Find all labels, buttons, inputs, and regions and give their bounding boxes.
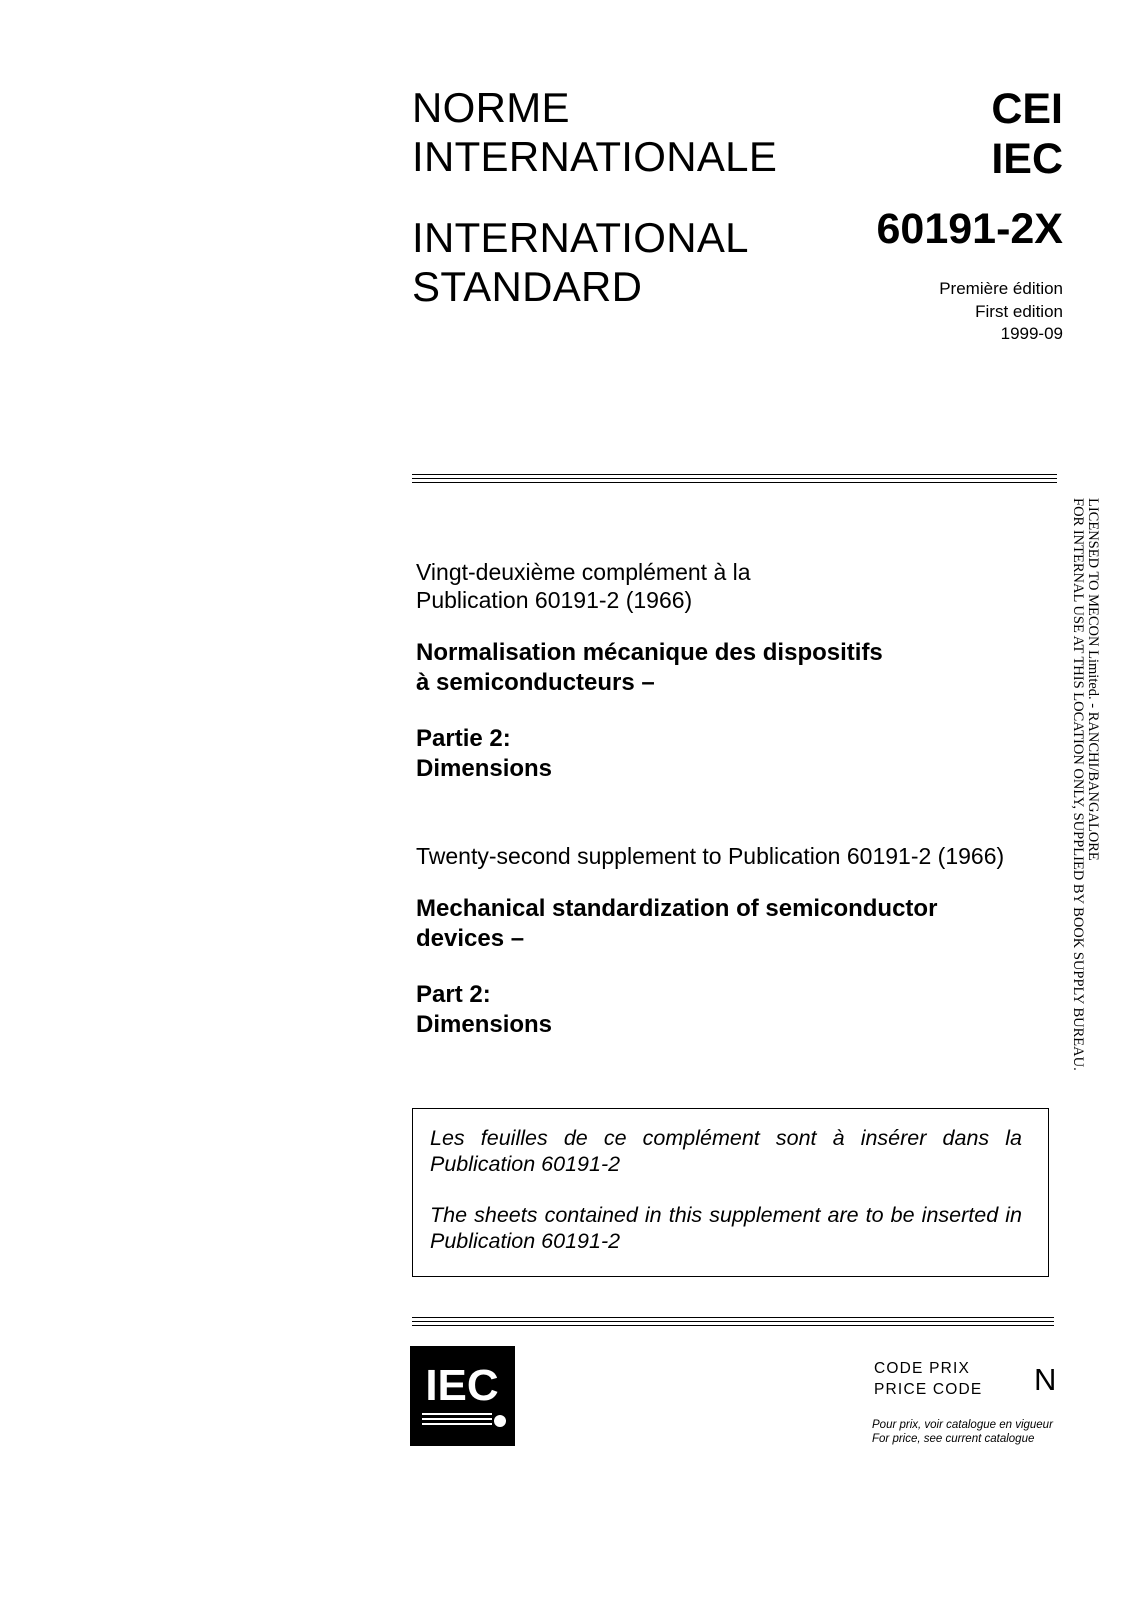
notice-box bbox=[412, 1108, 1049, 1277]
divider-top-2 bbox=[412, 478, 1057, 479]
title-fr bbox=[412, 83, 777, 181]
title-fr-body bbox=[416, 638, 883, 698]
title-en-body-line2: devices – bbox=[416, 925, 525, 952]
title-en-line1: INTERNATIONAL bbox=[412, 214, 749, 261]
license-line2: FOR INTERNAL USE AT THIS LOCATION ONLY, SUPPLIED BY BOOK SUPPLY BUREAU. bbox=[1070, 498, 1086, 1071]
edition-fr: Première édition bbox=[939, 279, 1063, 298]
iec-logo bbox=[410, 1346, 515, 1446]
divider-bottom-1 bbox=[412, 1317, 1054, 1318]
price-label-en: PRICE CODE bbox=[874, 1381, 983, 1398]
part-en-line2: Dimensions bbox=[416, 1011, 553, 1038]
part-en bbox=[416, 980, 552, 1040]
code-fr: CEI bbox=[991, 85, 1063, 133]
divider-top-1 bbox=[412, 474, 1057, 475]
supplement-en: Twenty-second supplement to Publication 60191-2 (1966) bbox=[416, 843, 1005, 869]
divider-top-3 bbox=[412, 482, 1057, 483]
title-en-body bbox=[416, 894, 937, 954]
notice-fr: Les feuilles de ce complément sont à insérer dans la Publication 60191-2 bbox=[430, 1126, 1022, 1176]
title-fr-body-line1: Normalisation mécanique des dispositifs bbox=[416, 639, 883, 666]
title-en-line2: STANDARD bbox=[412, 263, 643, 310]
part-fr-line1: Partie 2: bbox=[416, 725, 511, 752]
divider-bottom-3 bbox=[412, 1325, 1054, 1326]
title-en-body-line1: Mechanical standardization of semiconductor bbox=[416, 895, 938, 922]
price-code: N bbox=[1034, 1362, 1057, 1397]
part-fr-line2: Dimensions bbox=[416, 755, 553, 782]
price-note bbox=[872, 1418, 1053, 1446]
edition-info bbox=[939, 278, 1063, 346]
code-en: IEC bbox=[991, 135, 1063, 183]
license-line1: LICENSED TO MECON Limited. - RANCHI/BANGALORE bbox=[1085, 498, 1101, 861]
price-label bbox=[874, 1358, 982, 1400]
price-note-en: For price, see current catalogue bbox=[872, 1433, 1035, 1445]
publication-number: 60191-2X bbox=[876, 205, 1063, 253]
title-en bbox=[412, 213, 749, 311]
supplement-fr-line1: Vingt-deuxième complément à la bbox=[416, 559, 751, 585]
publication-code bbox=[991, 84, 1063, 184]
title-fr-line2: INTERNATIONALE bbox=[412, 133, 778, 180]
notice-en: The sheets contained in this supplement are to be inserted in Publication 60191-2 bbox=[430, 1203, 1022, 1253]
part-en-line1: Part 2: bbox=[416, 981, 491, 1008]
supplement-fr bbox=[416, 558, 751, 614]
price-note-fr: Pour prix, voir catalogue en vigueur bbox=[872, 1419, 1053, 1431]
part-fr bbox=[416, 724, 552, 784]
price-label-fr: CODE PRIX bbox=[874, 1360, 971, 1377]
edition-date: 1999-09 bbox=[1000, 324, 1063, 343]
divider-bottom-2 bbox=[412, 1321, 1054, 1322]
license-watermark bbox=[1070, 498, 1100, 1071]
supplement-fr-line2: Publication 60191-2 (1966) bbox=[416, 587, 693, 613]
iec-logo-text: IEC bbox=[425, 1361, 499, 1410]
title-fr-body-line2: à semiconducteurs – bbox=[416, 669, 655, 696]
edition-en: First edition bbox=[975, 301, 1063, 321]
title-fr-line1: NORME bbox=[412, 84, 570, 131]
